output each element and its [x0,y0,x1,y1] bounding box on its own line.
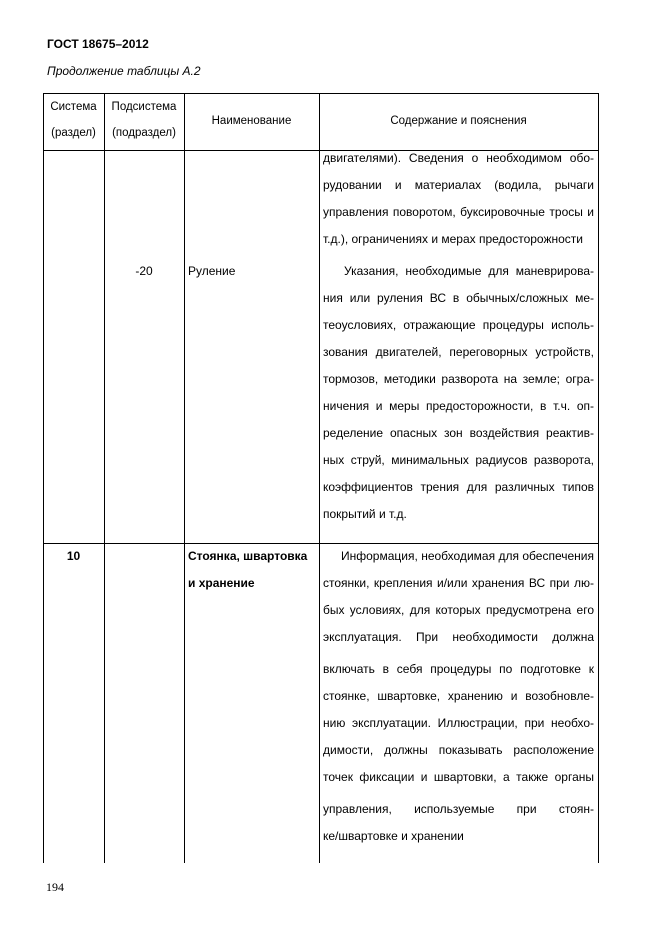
content-line: управления, используемые при стоян- [323,802,594,816]
content-line: точек фиксации и швартовки, а также органы [323,770,594,784]
header-system [43,93,104,144]
header-content: Содержание и пояснения [390,115,527,127]
name-cell-line: и хранение [188,576,255,590]
table-continuation-caption: Продолжение таблицы А.2 [47,64,201,78]
header-system-line-2: (раздел) [51,127,96,139]
header-subsystem-line-2: (подраздел) [112,127,176,139]
content-line: бых условиях, для которых предусмотрена его [323,603,594,617]
name-cell: Руление [188,264,236,278]
table-border-right [598,93,599,863]
content-line: эксплуатация. При необходимости должна [323,630,594,644]
column-divider-2 [184,93,185,863]
content-line: ределение опасных зон воздействия реактив- [323,426,594,440]
content-line: Информация, необходимая для обеспечения [341,549,594,563]
content-line: ке/швартовке и хранении [323,829,464,843]
header-subsystem [104,93,184,144]
page-number: 194 [46,880,64,894]
content-line: управления поворотом, буксировочные тросы и [323,205,594,219]
name-cell-line: Стоянка, швартовка [188,549,308,563]
content-line: коэффициентов трения для различных типов [323,480,594,494]
content-line: димости, должны показывать расположение [323,743,594,757]
content-line: ных струй, минимальных радиусов разворота, [323,453,594,467]
doc-code: ГОСТ 18675–2012 [47,37,149,51]
content-line: ничения и меры предосторожности, в т.ч. оп- [323,399,594,413]
content-line: стоянке, швартовке, хранению и возобновле- [323,689,594,703]
content-line: ния или руления ВС в обычных/сложных ме- [323,291,594,305]
header-system-line-1: Система [50,101,97,113]
content-line: нию эксплуатации. Иллюстрации, при необхо- [323,716,594,730]
table-border-left [43,93,44,863]
content-line: т.д.), ограничениях и мерах предосторожности [323,232,583,246]
content-line: покрытий и т.д. [323,507,407,521]
column-divider-1 [104,93,105,863]
content-line: рудовании и материалах (водила, рычаги [323,178,594,192]
content-line: включать в себя процедуры по подготовке к [323,662,594,676]
content-line: теоусловиях, отражающие процедуры исполь- [323,318,594,332]
content-line: тормозов, методики разворота на земле; огра- [323,372,594,386]
content-line: зования двигателей, переговорных устройств, [323,345,594,359]
content-line: стоянки, крепления и/или хранения ВС при лю- [323,576,594,590]
header-subsystem-line-1: Подсистема [111,101,177,113]
header-name: Наименование [211,115,292,127]
subsystem-cell: -20 [135,264,153,278]
content-line: Указания, необходимые для маневрирова- [344,264,594,278]
column-divider-3 [319,93,320,863]
content-line: двигателями). Сведения о необходимом обо- [323,151,594,165]
system-cell: 10 [66,549,81,563]
